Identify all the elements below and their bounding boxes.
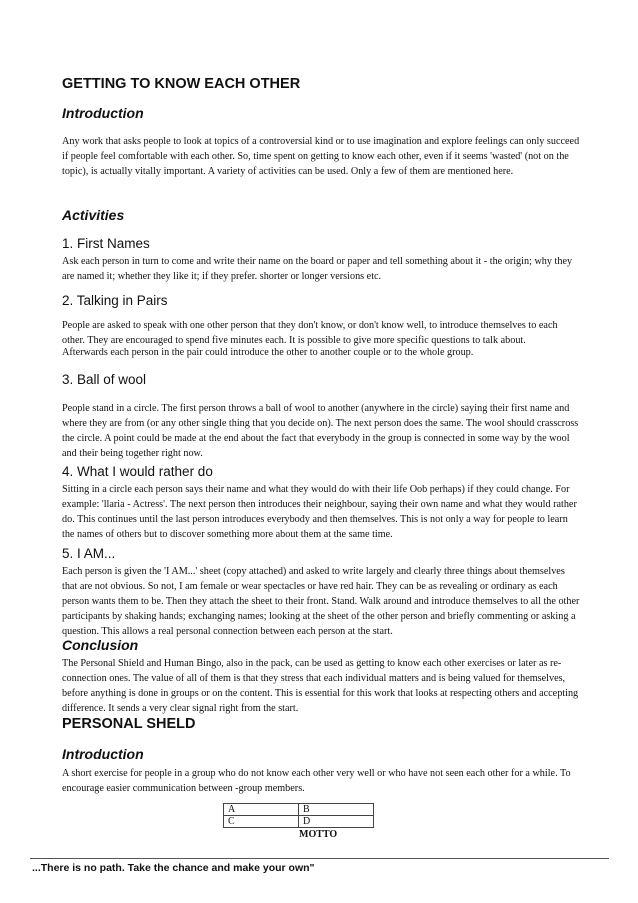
activity-3-title: 3. Ball of wool: [62, 372, 147, 387]
shield-table: [223, 803, 374, 828]
activity-2-title: 2. Talking in Pairs: [62, 293, 168, 308]
activity-4-title: 4. What I would rather do: [62, 464, 213, 479]
shield-cell-a: A: [224, 804, 299, 816]
conclusion-text: The Personal Shield and Human Bingo, also in the pack, can be used as getting to know each other exercises or later as re-connection ones. The value of all of them is that they stress that each individual matters and is being valued for themselves, before anything is done in groups or on the content. This is essential for this work that looks at respecting others and accepting difference. It sends a very clear signal right from the start.: [62, 658, 579, 714]
activity-5-title: 5. I AM...: [62, 546, 116, 561]
activity-1-text: Ask each person in turn to come and write their name on the board or paper and tell something about it - the origin; why they are named it; whether they like it; if they prefer. shorter or longer versions etc.: [62, 256, 573, 282]
intro-text: Any work that asks people to look at topics of a controversial kind or to use imagination and explore feelings can only succeed if people feel comfortable with each other. So, time spent on getting to know each other, even if it seems 'wasted' (not on the topic), is actually vitally important. A variety of activities can be used. Only a few of them are mentioned here.: [62, 136, 580, 177]
activity-2-text-2: Afterwards each person in the pair could introduce the other to another couple or to the whole group.: [62, 347, 474, 358]
footer-quote: ...There is no path. Take the chance and make your own": [32, 862, 315, 874]
shield-cell-b: B: [299, 804, 374, 816]
footer-divider: [30, 858, 609, 859]
document-title: GETTING TO KNOW EACH OTHER: [62, 76, 301, 92]
activity-2-text: People are asked to speak with one other person that they don't know, or don't know well, to introduce themselves to each other. They are encouraged to spend five minutes each. It is possible to give more specific questions to talk about.: [62, 320, 558, 346]
shield-motto: MOTTO: [299, 829, 338, 840]
activities-heading: Activities: [62, 207, 125, 223]
activity-5-text: Each person is given the 'I AM...' sheet (copy attached) and asked to write largely and clearly three things about themselves that are not obvious. So not, I am female or wear spectacles or have red hair. They can be as revealing or ordinary as each person wants them to be. Then they attach the sheet to their front. Stand. Walk around and introduce themselves to all the other participants by shaking hands; exchanging names; looking at the sheet of the other person and briefly commenting or asking a question. This allows a real personal connection between each person at the start.: [62, 566, 580, 637]
shield-table-row: [224, 816, 374, 828]
activity-4-text: Sitting in a circle each person says their name and what they would do with their life Oob perhaps) if they could change. For example: 'llaria - Actress'. The next person then introduces their neighbour, saying their own name and what they would rather do. This continues until the last person introduces everybody and then themselves. This is not only a way for people to learn the names of others but to discover something more about them at the same time.: [62, 484, 577, 540]
activity-3-text: People stand in a circle. The first person throws a ball of wool to another (anywhere in the circle) saying their first name and where they are from (or any other single thing that you decide on). The next person does the same. The wool should crasscross the circle. A point could be made at the end about the fact that everybody in the group is connected in some way by the wool and their being together right now.: [62, 403, 579, 459]
activity-1-title: 1. First Names: [62, 236, 150, 251]
shield-intro-text: A short exercise for people in a group who do not know each other very well or who have not seen each other for a while. To encourage easier communication between -group members.: [62, 768, 571, 794]
shield-intro-heading: Introduction: [62, 746, 144, 762]
shield-table-row: [224, 804, 374, 816]
shield-cell-c: C: [224, 816, 299, 828]
intro-heading: Introduction: [62, 105, 144, 121]
shield-cell-d: D: [299, 816, 374, 828]
conclusion-heading: Conclusion: [62, 637, 139, 653]
shield-title: PERSONAL SHELD: [62, 716, 196, 732]
